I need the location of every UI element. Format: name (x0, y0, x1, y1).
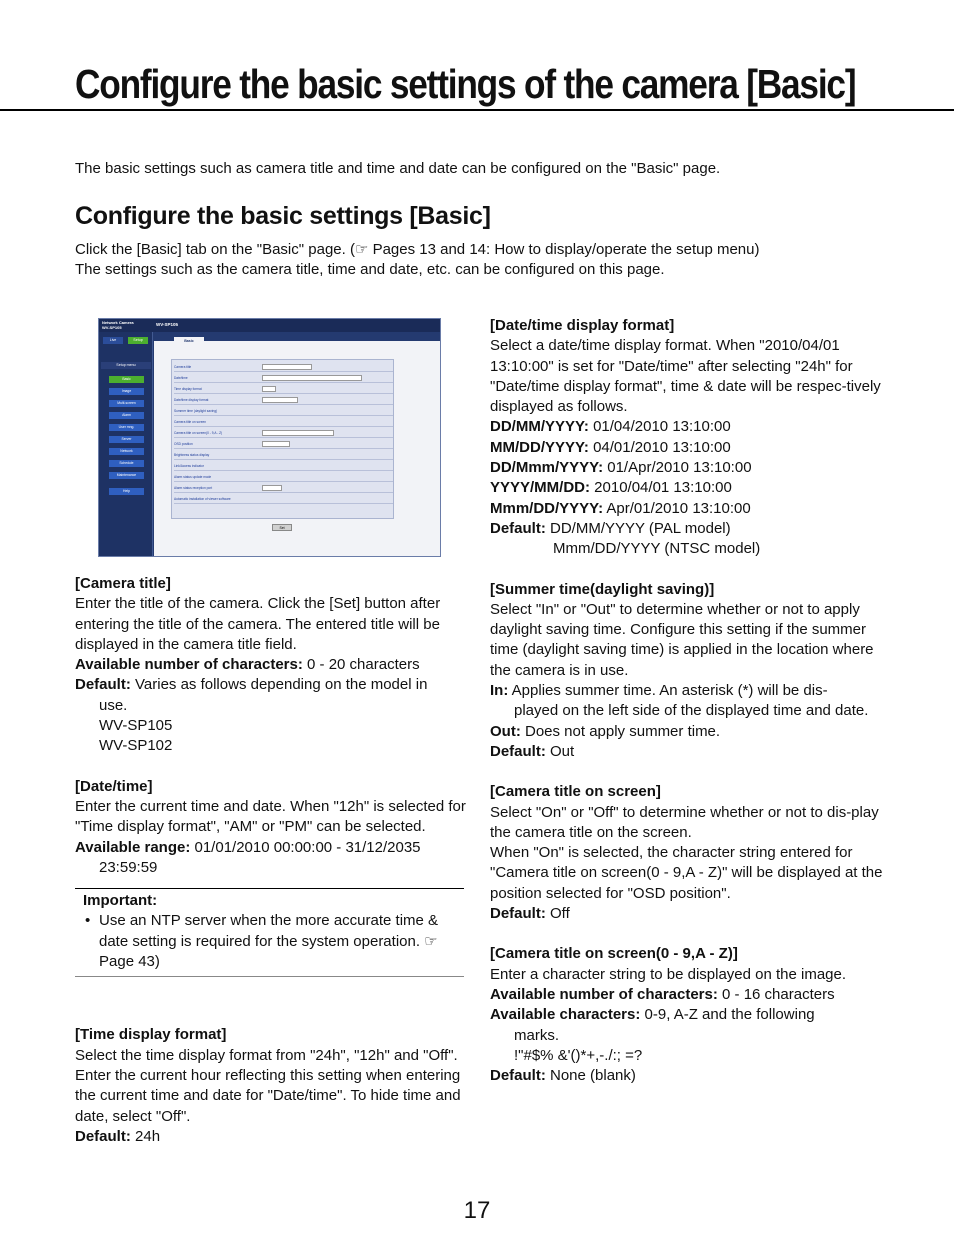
screenshot-field (262, 364, 312, 370)
summer-time-in-label: In: (490, 682, 509, 700)
left-column (75, 574, 470, 1167)
title-chars-avail (490, 1005, 885, 1025)
date-format-option (490, 458, 885, 478)
screenshot-field (262, 430, 334, 436)
camera-title-default-label: Default: (75, 676, 131, 694)
summer-time-out (490, 722, 885, 742)
date-format-option-label: YYYY/MM/DD: (490, 479, 591, 497)
summer-time-default-label: Default: (490, 742, 546, 760)
screenshot-model: WV-SP105 (156, 322, 179, 327)
date-format-option-label: MM/DD/YYYY: (490, 438, 589, 456)
time-display-default (75, 1127, 470, 1147)
date-format-option-label: DD/Mmm/YYYY: (490, 459, 604, 477)
summer-time-out-value: Does not apply summer time. (520, 722, 721, 740)
time-display-default-label: Default: (75, 1127, 131, 1145)
summer-time-section (490, 580, 885, 763)
date-time-range-cont: 23:59:59 (99, 858, 158, 876)
date-format-option (490, 499, 885, 519)
title-on-screen-heading: [Camera title on screen] (490, 783, 661, 801)
screenshot-row (174, 450, 393, 460)
title-on-screen-desc-1: Select "On" or "Off" to determine whether or not to dis-play the camera title on the screen. (490, 803, 879, 841)
screenshot-row-label: OSD position (174, 442, 193, 446)
screenshot-header (99, 319, 440, 332)
date-format-default (490, 519, 885, 539)
title-chars-marks: !"#$% &'()*+,-./:; =? (514, 1046, 643, 1064)
date-format-option-label: DD/MM/YYYY: (490, 418, 589, 436)
summer-time-in-cont: played on the left side of the displayed time and date. (514, 702, 869, 720)
screenshot-set-button: Set (272, 524, 292, 531)
section-intro (75, 240, 935, 281)
camera-title-default-value: Varies as follows depending on the model in (130, 676, 428, 694)
screenshot-row-label: Date/time (174, 376, 188, 380)
time-display-desc: Select the time display format from "24h", "12h" and "Off". Enter the current hour reflecting this setting when entering the current time and date for "Date/time". To hide time and date, select "Off". (75, 1046, 461, 1125)
section-intro-line-1: Click the [Basic] tab on the "Basic" page. (☞ Pages 13 and 14: How to display/operate the setup menu) (75, 241, 760, 258)
date-format-default-cont: Mmm/DD/YYYY (NTSC model) (553, 540, 761, 558)
page-number: 17 (463, 1197, 491, 1224)
camera-title-desc: Enter the title of the camera. Click the [Set] button after entering the title of the camera. The entered title will be displayed in the camera title field. (75, 595, 441, 653)
screenshot-row-label: Camera title on screen (174, 420, 207, 424)
camera-title-avail-value: 0 - 20 characters (302, 656, 420, 674)
date-time-range-label: Available range: (75, 838, 191, 856)
section-intro-line-2: The settings such as the camera title, time and date, etc. can be configured on this page. (75, 261, 665, 279)
screenshot-row-label: Summer time (daylight saving) (174, 409, 218, 413)
screenshot-row (174, 428, 393, 438)
summer-time-out-label: Out: (490, 722, 521, 740)
title-chars-num (490, 985, 885, 1005)
screenshot-menu-network: Network (109, 448, 144, 455)
section-heading: Configure the basic settings [Basic] (75, 202, 491, 230)
screenshot-menu-schedule: Schedule (109, 460, 144, 467)
title-chars-desc: Enter a character string to be displayed on the image. (490, 965, 847, 983)
screenshot-row-label: Alarm status reception port (174, 486, 213, 490)
camera-title-model-2: WV-SP102 (99, 737, 173, 755)
title-chars-avail-value: 0-9, A-Z and the following (640, 1006, 815, 1024)
date-format-option-value: 01/Apr/2010 13:10:00 (603, 459, 752, 477)
date-format-default-value: DD/MM/YYYY (PAL model) (545, 519, 731, 537)
summer-time-in (490, 681, 885, 701)
screenshot-brand (102, 321, 134, 330)
date-format-option (490, 478, 885, 498)
screenshot-row (174, 373, 393, 383)
title-chars-avail-cont: marks. (514, 1026, 559, 1044)
screenshot-row (174, 472, 393, 482)
time-display-section (75, 1025, 470, 1147)
summer-time-desc: Select "In" or "Out" to determine whether or not to apply daylight saving time. Configure this setting if the summer time (daylight saving time) is applied in the location where the camera is in use. (490, 600, 874, 679)
right-column (490, 316, 885, 1106)
screenshot-setup-menu-label: Setup menu (101, 362, 151, 369)
summer-time-in-value: Applies summer time. An asterisk (*) will be dis- (508, 682, 828, 700)
screenshot-field (262, 375, 362, 381)
screenshot-row-label: Brightness status display (174, 453, 210, 457)
intro-text: The basic settings such as camera title and time and date can be configured on the "Basic" page. (75, 160, 721, 177)
screenshot-row-label: Alarm status update mode (174, 475, 212, 479)
date-format-option-value: 04/01/2010 13:10:00 (588, 438, 731, 456)
screenshot-menu-user-mng: User mng. (109, 424, 144, 431)
camera-title-heading: [Camera title] (75, 575, 171, 592)
date-time-desc: Enter the current time and date. When "12h" is selected for "Time display format", "AM" or "PM" can be selected. (75, 797, 466, 836)
screenshot-row-label: Camera title on screen(0 - 9,A - Z) (174, 431, 223, 435)
screenshot-menu-alarm: Alarm (109, 412, 144, 419)
screenshot-field (262, 485, 282, 491)
date-format-option (490, 417, 885, 437)
summer-time-default-value: Out (545, 742, 575, 760)
camera-title-avail (75, 655, 470, 675)
date-time-heading: [Date/time] (75, 777, 153, 795)
camera-title-default (75, 675, 470, 695)
important-note (75, 888, 464, 977)
date-format-option-value: Apr/01/2010 13:10:00 (603, 499, 751, 517)
title-chars-num-value: 0 - 16 characters (717, 985, 835, 1003)
date-format-section (490, 316, 885, 560)
screenshot-brand-line-1: Network Camera (102, 320, 134, 325)
summer-time-default (490, 742, 885, 762)
camera-title-model-1: WV-SP105 (99, 717, 173, 735)
date-format-option-label: Mmm/DD/YYYY: (490, 499, 604, 517)
screenshot-menu-multi-screen: Multi-screen (109, 400, 144, 407)
screenshot-row (174, 461, 393, 471)
title-chars-default (490, 1066, 885, 1086)
screenshot-live-button: Live (103, 337, 123, 344)
screenshot-tab-basic: Basic (174, 337, 204, 345)
time-display-default-value: 24h (130, 1127, 161, 1145)
screenshot-menu-image: Image (109, 388, 144, 395)
important-list (83, 911, 464, 972)
date-format-option-value: 01/04/2010 13:10:00 (588, 418, 731, 436)
title-chars-default-label: Default: (490, 1067, 546, 1085)
screenshot-menu-basic: Basic (109, 376, 144, 383)
screenshot-row (174, 395, 393, 405)
screenshot-row-label: Camera title (174, 365, 192, 369)
summer-time-heading: [Summer time(daylight saving)] (490, 580, 715, 598)
screenshot-row-label: Link/Access indicator (174, 464, 204, 468)
screenshot-menu-maintenance: Maintenance (109, 472, 144, 479)
date-format-option-value: 2010/04/01 13:10:00 (590, 479, 732, 497)
setup-page-screenshot (98, 318, 441, 557)
screenshot-brand-line-2: WV-SP105 (102, 324, 122, 330)
screenshot-field (262, 386, 276, 392)
page-title: Configure the basic settings of the camera [Basic] (75, 61, 856, 107)
screenshot-row (174, 439, 393, 449)
screenshot-settings-panel (171, 359, 394, 519)
title-on-screen-default-label: Default: (490, 905, 546, 923)
title-on-screen-section (490, 782, 885, 924)
title-chars-num-label: Available number of characters: (490, 985, 718, 1003)
title-chars-heading: [Camera title on screen(0 - 9,A - Z)] (490, 945, 738, 963)
screenshot-menu-help: Help (109, 488, 144, 495)
title-chars-default-value: None (blank) (545, 1067, 636, 1085)
screenshot-row (174, 362, 393, 372)
title-chars-section (490, 944, 885, 1086)
title-rule (0, 109, 954, 111)
title-on-screen-default-value: Off (545, 905, 570, 923)
time-display-heading: [Time display format] (75, 1026, 227, 1044)
date-format-default-label: Default: (490, 519, 546, 537)
date-format-option (490, 438, 885, 458)
camera-title-section (75, 574, 470, 757)
screenshot-row (174, 494, 393, 504)
date-time-range (75, 838, 470, 858)
title-on-screen-default (490, 904, 885, 924)
screenshot-row-label: Date/time display format (174, 398, 209, 402)
date-format-heading: [Date/time display format] (490, 317, 675, 334)
screenshot-row (174, 483, 393, 493)
screenshot-row (174, 417, 393, 427)
date-format-desc: Select a date/time display format. When "2010/04/01 13:10:00" is set for "Date/time" after selecting "24h" for "Date/time display format", time & date will be respec-tively displayed as follows. (490, 337, 881, 416)
screenshot-row (174, 384, 393, 394)
title-on-screen-desc-2: When "On" is selected, the character string entered for "Camera title on screen(0 - 9,A - Z)" will be displayed at the position selected for "OSD position". (490, 844, 883, 902)
date-time-section (75, 777, 470, 878)
camera-title-avail-label: Available number of characters: (75, 656, 303, 674)
screenshot-field (262, 397, 298, 403)
important-heading: Important: (83, 892, 158, 910)
screenshot-main (154, 332, 440, 556)
screenshot-menu-server: Server (109, 436, 144, 443)
screenshot-row-label: Time display format (174, 387, 202, 391)
camera-title-default-cont: use. (99, 696, 128, 714)
screenshot-row (174, 406, 393, 416)
date-time-range-value: 01/01/2010 00:00:00 - 31/12/2035 (190, 838, 421, 856)
screenshot-field (262, 441, 290, 447)
screenshot-row-label: Automatic installation of viewer software (174, 497, 231, 501)
important-item: • Use an NTP server when the more accurate time & date setting is required for the system operation. ☞ Page 43) (83, 911, 464, 972)
screenshot-setup-button: Setup (128, 337, 148, 344)
title-chars-avail-label: Available characters: (490, 1006, 641, 1024)
